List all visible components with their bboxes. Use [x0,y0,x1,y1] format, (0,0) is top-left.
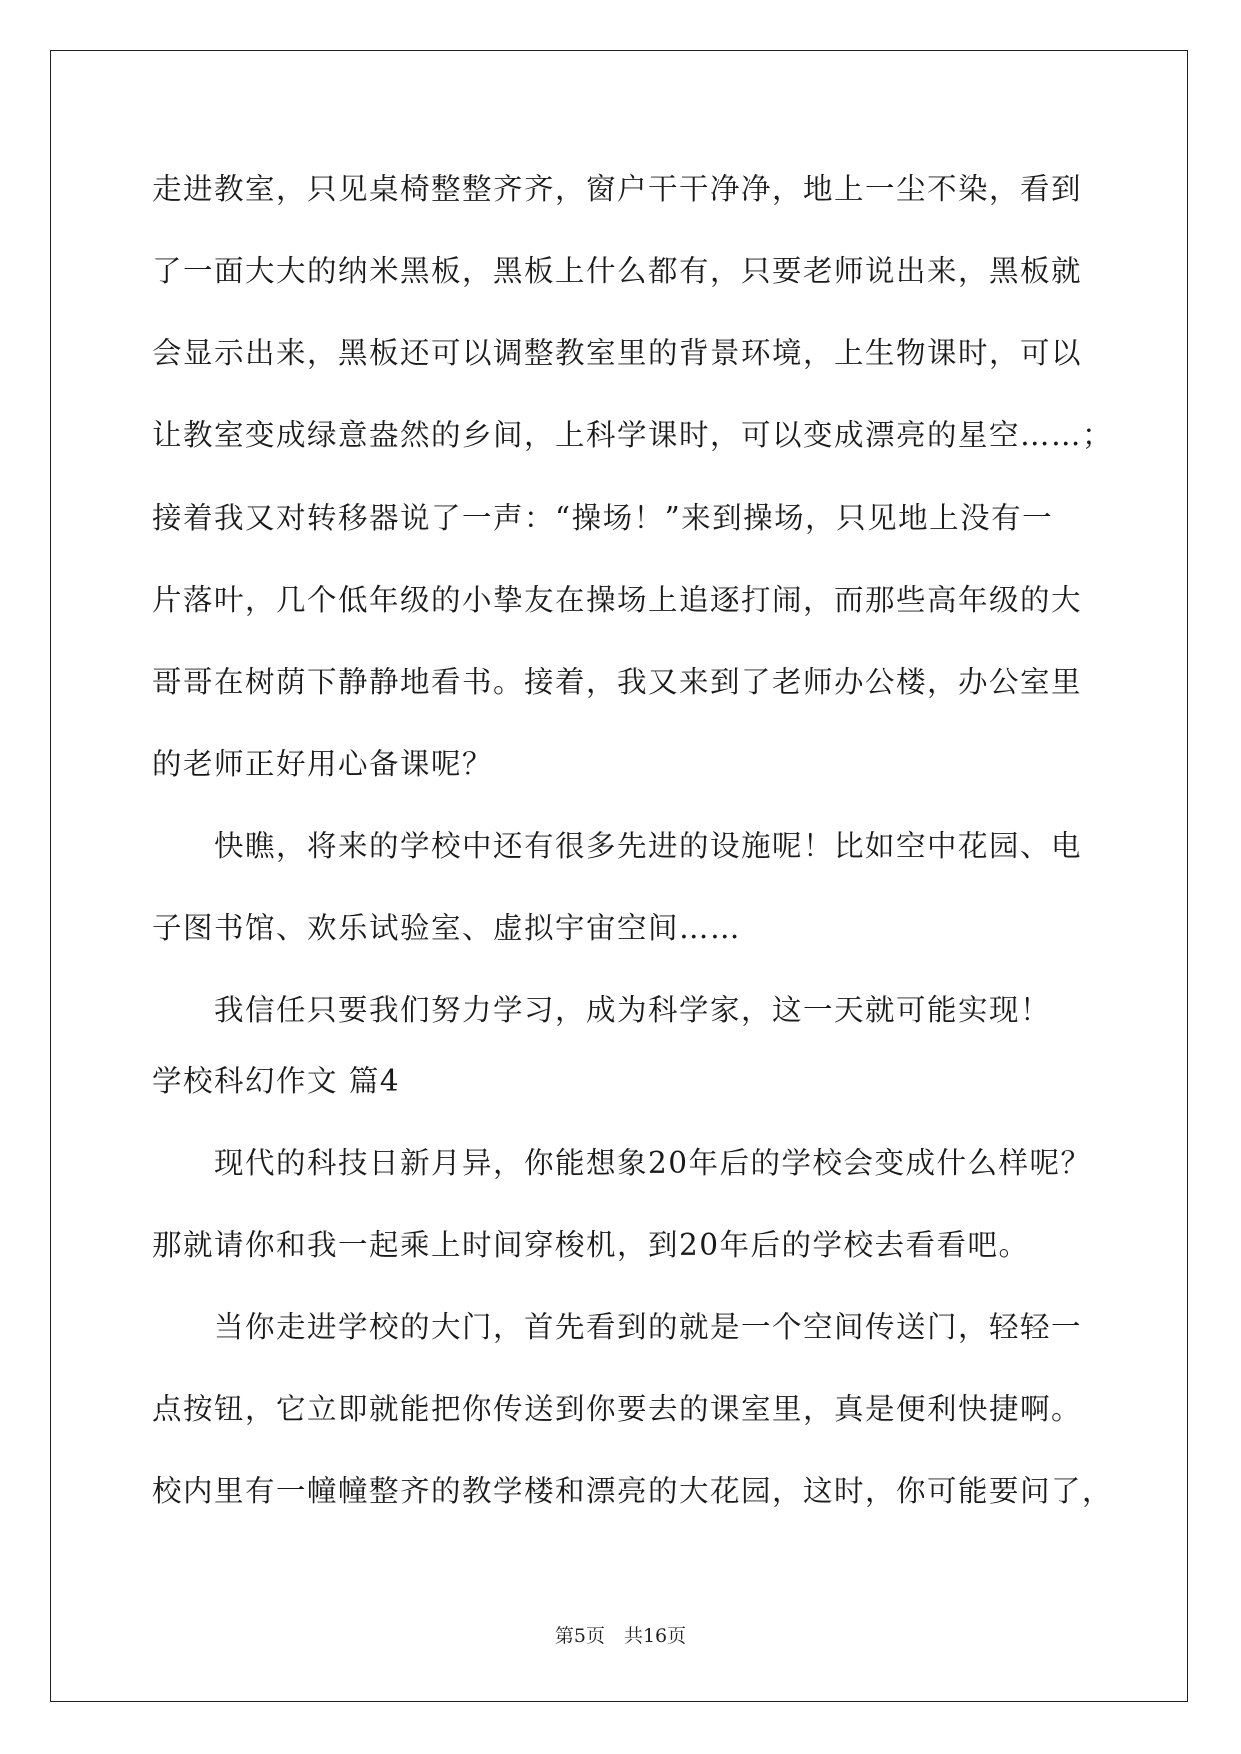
body-line: 会显示出来，黑板还可以调整教室里的背景环境，上生物课时，可以 [152,336,1083,370]
section-heading: 学校科幻作文 篇4 [152,1064,401,1098]
body-line: 那就请你和我一起乘上时间穿梭机，到20年后的学校去看看吧。 [152,1228,1030,1262]
body-line: 让教室变成绿意盎然的乡间，上科学课时，可以变成漂亮的星空……； [152,418,1114,452]
body-line: 快瞧，将来的学校中还有很多先进的设施呢！比如空中花园、电 [152,829,1083,863]
body-line: 我信任只要我们努力学习，成为科学家，这一天就可能实现！ [152,993,1052,1027]
body-line: 走进教室，只见桌椅整整齐齐，窗户干干净净，地上一尘不染，看到 [152,172,1083,206]
body-line: 点按钮，它立即就能把你传送到你要去的课室里，真是便利快捷啊。 [152,1392,1083,1426]
body-line: 校内里有一幢幢整齐的教学楼和漂亮的大花园，这时，你可能要问了， [152,1474,1114,1508]
body-line: 的老师正好用心备课呢？ [152,747,494,781]
page-border [50,50,1188,1702]
body-line: 片落叶，几个低年级的小挚友在操场上追逐打闹，而那些高年级的大 [152,583,1083,617]
body-line: 哥哥在树荫下静静地看书。接着，我又来到了老师办公楼，办公室里 [152,665,1083,699]
body-line: 当你走进学校的大门，首先看到的就是一个空间传送门，轻轻一 [152,1310,1083,1344]
body-line: 接着我又对转移器说了一声：“操场！”来到操场，只见地上没有一 [152,501,1054,535]
body-line: 了一面大大的纳米黑板，黑板上什么都有，只要老师说出来，黑板就 [152,254,1083,288]
body-line: 现代的科技日新月异，你能想象20年后的学校会变成什么样呢？ [152,1146,1092,1180]
body-line: 子图书馆、欢乐试验室、虚拟宇宙空间…… [152,911,742,945]
page-number-footer: 第5页 共16页 [554,1625,687,1647]
